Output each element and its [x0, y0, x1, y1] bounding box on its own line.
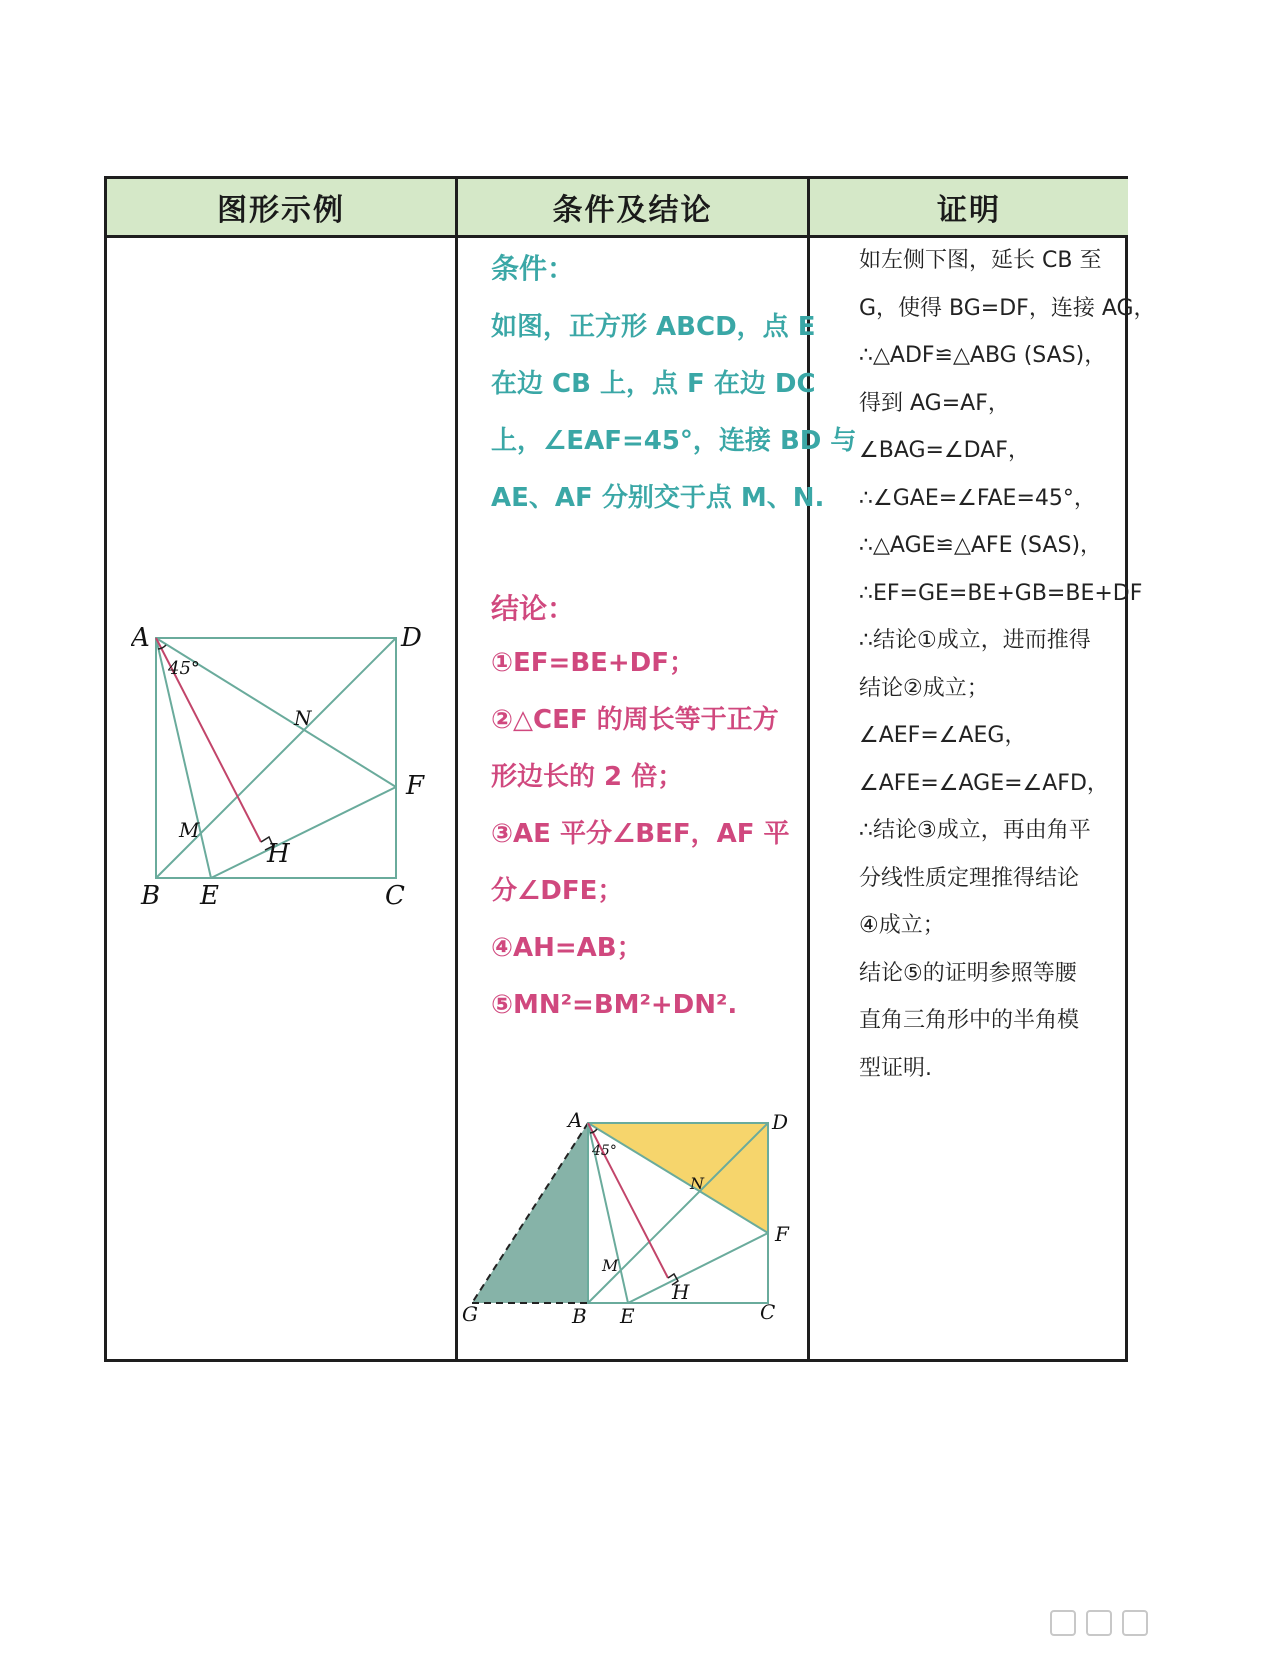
header-conditions-conclusions: 条件及结论 [458, 179, 807, 235]
label-f: F [406, 771, 425, 801]
label-angle-45: 45° [168, 658, 200, 679]
label-a: A [131, 623, 150, 653]
proof-line: ∴△ADF≌△ABG (SAS)， [859, 343, 1107, 368]
proof-line: ∠AEF=∠AEG， [859, 723, 1027, 748]
watermark-icons [1050, 1610, 1148, 1636]
conclusions-title: 结论： [491, 592, 576, 625]
watermark-icon [1122, 1610, 1148, 1636]
label-a: A [568, 1109, 583, 1132]
proof-line: 分线性质定理推得结论 [859, 865, 1080, 891]
column-divider [455, 179, 458, 1359]
proof-line: ∴结论③成立，再由角平 [859, 818, 1091, 843]
proof-line: ④成立； [859, 913, 945, 938]
label-g: G [462, 1302, 478, 1326]
conclusion-line: ⑤MN²=BM²+DN². [491, 990, 738, 1020]
header-proof: 证明 [810, 179, 1128, 235]
conclusion-line: ②△CEF 的周长等于正方 [491, 705, 779, 735]
proof-line: ∴∠GAE=∠FAE=45°， [859, 485, 1096, 511]
label-angle-45: 45° [592, 1143, 617, 1159]
label-f: F [775, 1222, 789, 1246]
watermark-icon [1050, 1610, 1076, 1636]
label-h: H [672, 1280, 690, 1304]
conditions-line: 上，∠EAF=45°，连接 BD 与 [491, 426, 857, 456]
label-h: H [267, 839, 290, 869]
label-e: E [620, 1304, 635, 1328]
proof-line: 如左侧下图，延长 CB 至 [859, 248, 1102, 273]
conclusion-line: ①EF=BE+DF； [491, 648, 696, 678]
label-n: N [294, 706, 312, 730]
proof-line: 得到 AG=AF， [859, 390, 1010, 416]
label-b: B [572, 1304, 587, 1328]
proof-line: ∠BAG=∠DAF， [859, 438, 1030, 463]
proof-line: G，使得 BG=DF，连接 AG， [859, 295, 1156, 321]
figure-proof-construction [462, 1109, 802, 1364]
label-c: C [385, 881, 405, 909]
label-n: N [690, 1174, 704, 1193]
segment-ef [628, 1233, 768, 1303]
conditions-line: AE、AF 分别交于点 M、N. [491, 483, 825, 513]
conclusion-line: 分∠DFE； [491, 876, 624, 906]
label-m: M [602, 1256, 619, 1275]
label-b: B [141, 881, 161, 909]
header-figure-examples: 图形示例 [107, 179, 455, 235]
conclusion-line: ④AH=AB； [491, 933, 643, 963]
watermark-icon [1086, 1610, 1112, 1636]
label-d: D [772, 1110, 789, 1134]
proof-line: ∴EF=GE=BE+GB=BE+DF [859, 580, 1143, 606]
proof-cell [859, 237, 1156, 1092]
theorem-table [104, 176, 1156, 1362]
label-m: M [179, 818, 200, 842]
conditions-line: 在边 CB 上，点 F 在边 DC [491, 369, 816, 399]
conclusion-line: ③AE 平分∠BEF，AF 平 [491, 819, 790, 849]
figure-square-half-angle [131, 619, 441, 909]
label-d: D [401, 623, 422, 653]
proof-line: 结论⑤的证明参照等腰 [859, 960, 1077, 986]
proof-line: 结论②成立； [859, 675, 989, 701]
proof-line: ∴△AGE≌△AFE (SAS)， [859, 533, 1103, 558]
label-c: C [760, 1300, 776, 1324]
proof-line: ∴结论①成立，进而推得 [859, 628, 1091, 653]
proof-line: 型证明. [859, 1055, 932, 1081]
conditions-title: 条件： [491, 252, 576, 285]
conditions-conclusions-cell [491, 247, 857, 1034]
proof-line: ∠AFE=∠AGE=∠AFD， [859, 770, 1109, 796]
label-e: E [200, 881, 219, 909]
proof-line: 直角三角形中的半角模 [859, 1008, 1080, 1033]
conditions-line: 如图，正方形 ABCD，点 E [491, 312, 816, 342]
conclusion-line: 形边长的 2 倍； [491, 762, 684, 792]
